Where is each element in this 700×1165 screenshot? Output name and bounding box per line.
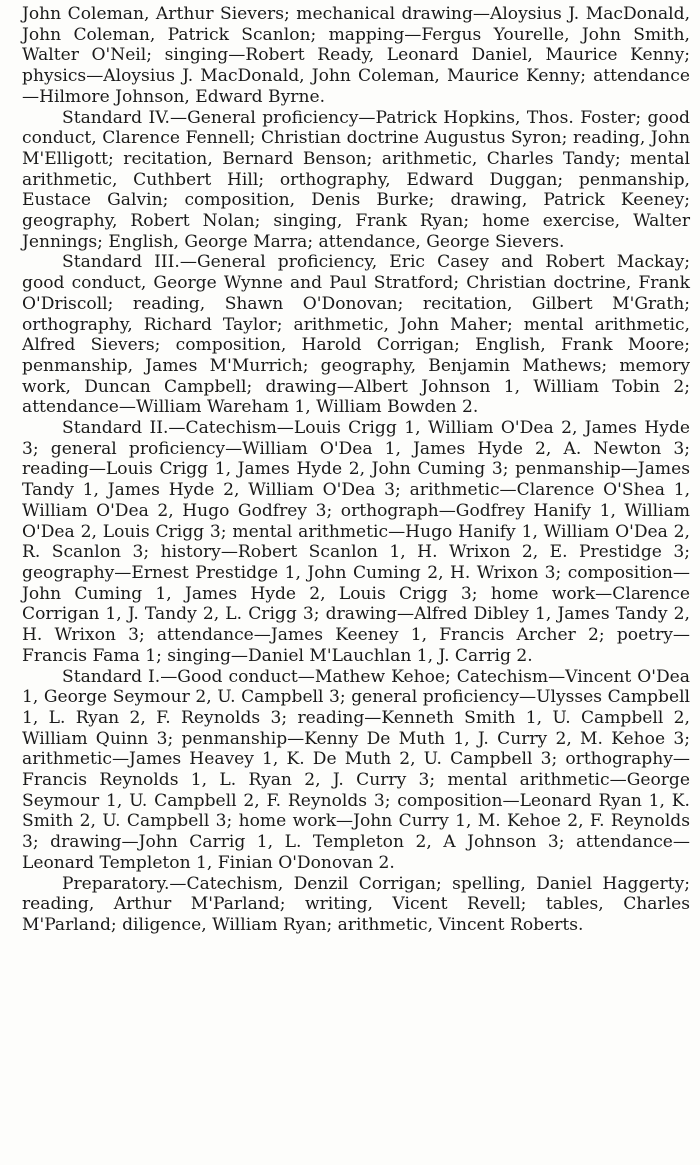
paragraph-preparatory — [22, 874, 690, 936]
paragraph-standard-iv — [22, 108, 690, 253]
paragraph-text: Preparatory.—Catechism, Denzil Corrigan; spelling, Daniel Haggerty; reading, Arthur M'Parland; writing, Vicent Revell; tables, Charles M'Parland; diligence, William Ryan; arithmetic, Vincent Roberts. — [22, 873, 690, 935]
paragraph-text: Standard I.—Good conduct—Mathew Kehoe; Catechism—Vincent O'Dea 1, George Seymour 2, U. Campbell 3; general proficiency—Ulysses Campbell 1, L. Ryan 2, F. Reynolds 3; reading—Kenneth Smith 1, U. Campbell 2, William Quinn 3; penmanship—Kenny De Muth 1, J. Curry 2, M. Kehoe 3; arithmetic—James Heavey 1, K. De Muth 2, U. Campbell 3; orthography—Francis Reynolds 1, L. Ryan 2, J. Curry 3; mental arithmetic—George Seymour 1, U. Campbell 2, F. Reynolds 3; composition—Leonard Ryan 1, K. Smith 2, U. Campbell 3; home work—John Curry 1, M. Kehoe 2, F. Reynolds 3; drawing—John Carrig 1, L. Templeton 2, A Johnson 3; attendance—Leonard Templeton 1, Finian O'Donovan 2. — [22, 666, 690, 873]
paragraph-standard-iii — [22, 252, 690, 418]
paragraph-standard-ii — [22, 418, 690, 666]
paragraph-text: Standard IV.—General proficiency—Patrick Hopkins, Thos. Foster; good conduct, Clarence Fennell; Christian doctrine Augustus Syron; reading, John M'Elligott; recitation, Bernard Benson; arithmetic, Charles Tandy; mental arithmetic, Cuthbert Hill; orthography, Edward Duggan; penmanship, Eustace Galvin; composition, Denis Burke; drawing, Patrick Keeney; geography, Robert Nolan; singing, Frank Ryan; home exercise, Walter Jennings; English, George Marra; attendance, George Sievers. — [22, 107, 690, 252]
paragraph-standard-i — [22, 667, 690, 874]
paragraph-text: Standard III.—General proficiency, Eric Casey and Robert Mackay; good conduct, George Wynne and Paul Stratford; Christian doctrine, Frank O'Driscoll; reading, Shawn O'Donovan; recitation, Gilbert M'Grath; orthography, Richard Taylor; arithmetic, John Maher; mental arithmetic, Alfred Sievers; composition, Harold Corrigan; English, Frank Moore; penmanship, James M'Murrich; geography, Benjamin Mathews; memory work, Duncan Campbell; drawing—Albert Johnson 1, William Tobin 2; attendance—William Wareham 1, William Bowden 2. — [22, 252, 690, 418]
paragraph-text: John Coleman, Arthur Sievers; mechanical drawing—Aloysius J. MacDonald, John Coleman, Patrick Scanlon; mapping—Fergus Yourelle, John Smith, Walter O'Neil; singing—Robert Ready, Leonard Daniel, Maurice Kenny; physics—Aloysius J. MacDonald, John Coleman, Maurice Kenny; attendance—Hilmore Johnson, Edward Byrne. — [22, 4, 690, 107]
paragraph-text: Standard II.—Catechism—Louis Crigg 1, William O'Dea 2, James Hyde 3; general proficiency—William O'Dea 1, James Hyde 2, A. Newton 3; reading—Louis Crigg 1, James Hyde 2, John Cuming 3; penmanship—James Tandy 1, James Hyde 2, William O'Dea 3; arithmetic—Clarence O'Shea 1, William O'Dea 2, Hugo Godfrey 3; orthograph—Godfrey Hanify 1, William O'Dea 2, Louis Crigg 3; mental arithmetic—Hugo Hanify 1, William O'Dea 2, R. Scanlon 3; history—Robert Scanlon 1, H. Wrixon 2, E. Prestidge 3; geography—Ernest Prestidge 1, John Cuming 2, H. Wrixon 3; composition—John Cuming 1, James Hyde 2, Louis Crigg 3; home work—Clarence Corrigan 1, J. Tandy 2, L. Crigg 3; drawing—Alfred Dibley 1, James Tandy 2, H. Wrixon 3; attendance—James Keeney 1, Francis Archer 2; poetry—Francis Fama 1; singing—Daniel M'Lauchlan 1, J. Carrig 2. — [22, 418, 690, 666]
paragraph-standard-v-continued — [22, 4, 690, 108]
